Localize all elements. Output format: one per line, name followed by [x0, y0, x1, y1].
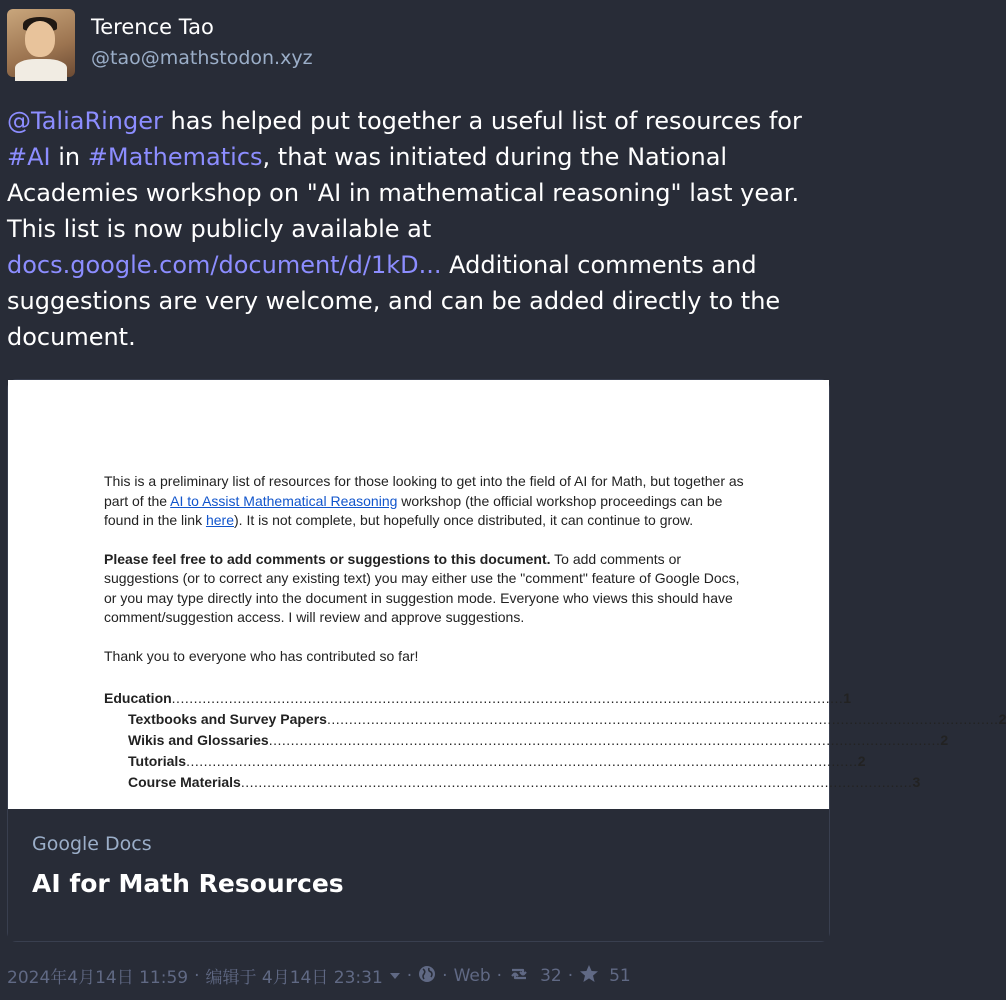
- card-meta: [8, 809, 829, 941]
- toc-page: 2: [857, 753, 866, 769]
- doc-here-link: here: [205, 512, 234, 528]
- boost-count: 32: [540, 965, 562, 986]
- chevron-down-icon[interactable]: [389, 967, 401, 985]
- star-icon[interactable]: [579, 964, 599, 987]
- toc-leader: .........................................................................................................................................................: [171, 690, 844, 706]
- toc-leader: .........................................................................................................................................................: [186, 753, 858, 769]
- globe-icon: [418, 965, 436, 987]
- post-text-2: in: [50, 143, 88, 171]
- post-text-1: has helped put together a useful list of resources for: [162, 107, 802, 135]
- doc-p2-bold: Please feel free to add comments or suggestions to this document.: [104, 550, 551, 567]
- post-timestamp[interactable]: 2024年4月14日 11:59: [7, 968, 189, 988]
- avatar-face: [25, 21, 55, 57]
- toc-page: 2: [998, 711, 1006, 727]
- hashtag-ai-link[interactable]: #AI: [7, 143, 51, 171]
- toc-title: Tutorials: [128, 753, 187, 769]
- toc-row: [104, 730, 949, 751]
- toc-title: Education: [104, 690, 172, 706]
- card-preview-image: [8, 380, 1006, 809]
- doc-paragraph-3: Thank you to everyone who has contributed so far!: [104, 647, 419, 664]
- edited-timestamp[interactable]: 编辑于 4月14日 23:31: [205, 968, 383, 988]
- client-name: Web: [453, 965, 491, 986]
- toc-row: [104, 688, 852, 709]
- post-footer: [7, 963, 631, 988]
- toc-title: Textbooks and Survey Papers: [128, 711, 327, 727]
- author-display-name[interactable]: Terence Tao: [91, 15, 214, 39]
- post-text-4: Additional comments and suggestions are very welcome, and can be added directly to the document.: [7, 251, 781, 351]
- author-names: [91, 9, 313, 71]
- avatar-shirt: [15, 59, 67, 81]
- separator: ·: [567, 965, 574, 986]
- doc-paragraph-2: [104, 550, 744, 628]
- retweet-icon[interactable]: [508, 966, 530, 986]
- toc-row: [104, 751, 866, 772]
- toc-page: 2: [940, 732, 949, 748]
- toc-row: [104, 709, 1006, 730]
- doc-p2-text: To add comments or suggestions (or to correct any existing text) you may either use the "comment" feature of Google Docs, or you may type directly into the document in suggestion mode. Everyone who views this should have comment/suggestion access. I will review and approve suggestions.: [104, 550, 740, 625]
- card-provider: Google Docs: [32, 833, 152, 855]
- card-title[interactable]: AI for Math Resources: [32, 869, 344, 898]
- toc-page: 1: [843, 690, 852, 706]
- doc-p1-text-a: This is a preliminary list of resources for those looking to get into the field of AI for Math, but together as part of the: [104, 473, 744, 509]
- author-handle[interactable]: @tao@mathstodon.xyz: [91, 47, 313, 69]
- separator: ·: [442, 965, 448, 986]
- doc-p1-text-c: ). It is not complete, but hopefully once distributed, it can continue to grow.: [234, 512, 694, 528]
- avatar[interactable]: [7, 9, 75, 77]
- doc-preview: [104, 472, 1006, 793]
- hashtag-mathematics-link[interactable]: #Mathematics: [87, 143, 263, 171]
- toc-leader: .........................................................................................................................................................: [268, 732, 941, 748]
- doc-toc: [104, 688, 1006, 793]
- separator: ·: [496, 965, 503, 986]
- mention-link[interactable]: @TaliaRinger: [7, 107, 163, 135]
- separator: ·: [406, 965, 413, 986]
- toc-leader: .........................................................................................................................................................: [326, 711, 999, 727]
- toc-row: [104, 772, 921, 793]
- doc-workshop-link: AI to Assist Mathematical Reasoning: [170, 492, 398, 509]
- toc-page: 3: [912, 774, 921, 790]
- toc-title: Wikis and Glossaries: [128, 732, 269, 748]
- toc-leader: .........................................................................................................................................................: [240, 774, 913, 790]
- document-link[interactable]: docs.google.com/document/d/1kD...: [7, 251, 442, 279]
- toc-title: Course Materials: [128, 774, 241, 790]
- post-content: [7, 103, 837, 355]
- post-text-3: , that was initiated during the National Academies workshop on "AI in mathematical reasoning" last year. This list is now publicly available at: [7, 143, 800, 243]
- doc-paragraph-1: [104, 472, 744, 531]
- post-header: [7, 9, 313, 77]
- doc-p1-text-b: workshop (the official workshop proceedings can be found in the link: [104, 492, 723, 528]
- separator: ·: [194, 965, 200, 986]
- link-preview-card[interactable]: [7, 379, 1006, 942]
- favourite-count: 51: [609, 965, 631, 986]
